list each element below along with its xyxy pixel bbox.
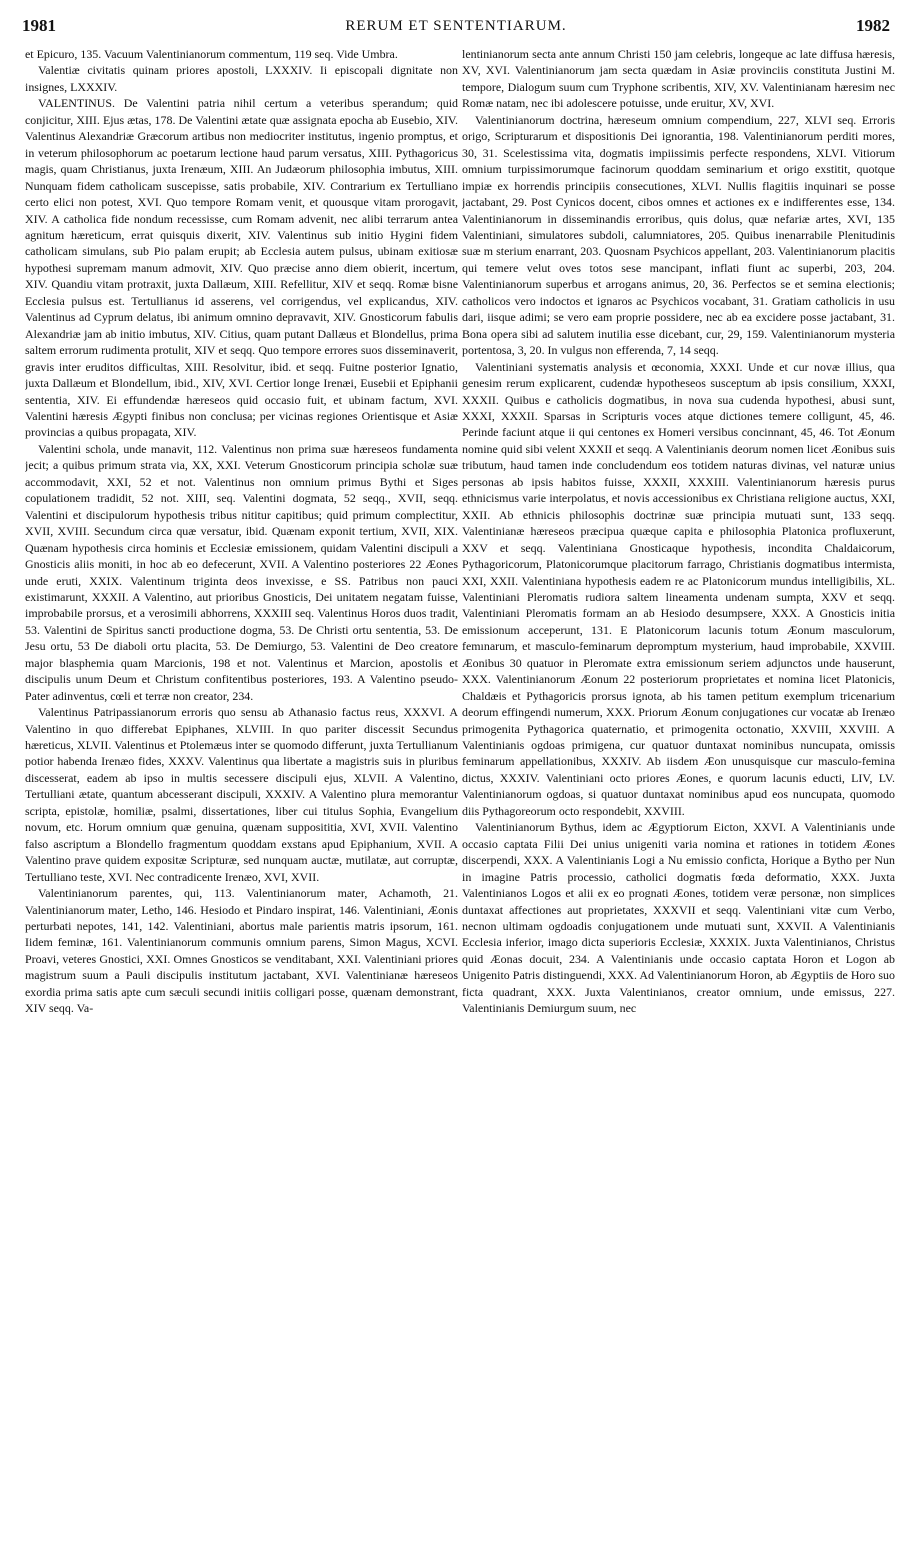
running-title: RERUM ET SENTENTIARUM. bbox=[345, 18, 567, 34]
paragraph: Valentiniani systematis analysis et œconomia, XXXI. Unde et cur novæ illius, qua genesim rerum explicarent, cudendæ hypotheseos susceptum ab ipsis consilium, XXXI, XXXII. Quibus e catholicis dogmatibus, in nova sua cudenda hypothesi, abusi sunt, XXXI, XXXII. Sparsas in Scripturis voces atque dictiones temere colligunt, 45, 46. Perinde faciunt atque ii qui centones ex Homeri versibus concinnant, 45, 46. Tot Æonum nomine quid sibi velent XXXII et seqq. A Valentinianis deorum nomen licet Æonibus suis tributum, haud tamen inde concludendum eos totidem naturas divinas, vel naturæ unius personas ab ipsis habitos fuisse, XXXII, XXXIII. Valentinianorum hæresis purus ethnicismus varie interpolatus, et novis accessionibus ex Christiana religione auctus, XXI, XXII. Ab ethnicis philosophis doctrinæ suæ principia mutuati sunt, 133 seqq. Valentinianæ hæreseos præcipua quæque capita e philosophia Platonica profluxerunt, XXV et seqq. Valentiniana Gnosticaque hypothesis, incondita Chaldaicorum, Pythagoricorum, Platonicorumque placitorum farrago, Christianis dogmatibus intermista, XXI, XXII. Valentiniana hypothesis eadem re ac Platonicorum mundus intelligibilis, XL. Valentiniani Pleromatis rudiora saltem lineamenta undenam sumpta, XXV et seqq. Valentiniani Pleromatis formam an ab Hesiodo desumpsere, XXX. A Gnosticis initia emissionum acceperunt, 131. E Platonicorum lacunis totum Æonum masculorum, femınarum, et masculo-feminarum depromptum mysterium, haud improbabile, XXVIII. Æonibus 30 quatuor in Pleromate extra emissionum seriem adjunctos unde hauserunt, XXX. Valentinianorum Æonum 22 posteriorum proprietates et nomina licet Platonicis, Chaldæis et Pythagoricis prorsus ignota, ab his tamen petitum exemplum tricenarium deorum effingendi numerum, XXX. Priorum Æonum conjugationes cur vocatæ ab Irenæo primogenita Pythagorica quaternatio, et primogenita octonatio, XXVIII, XXVIII. A Valentinianis ogdoas primigena, cur quatuor duntaxat nominibus nuncupata, omissis feminarum appellationibus, XXXIV. Ab iisdem Æon unusquisque cur masculo-femina dictus, XXXIV. Valentiniani octo priores Æones, e quorum lacunis educti, LIV, LV. Valentinianorum ogdoas, si quatuor duntaxat nominibus apud eos nuncupata, quomodo diis Pythagoreorum octo respondebit, XXVIII. bbox=[462, 359, 895, 818]
paragraph: Valentini schola, unde manavit, 112. Valentinus non prima suæ hæreseos fundamenta jecit; a quibus primum strata via, XX, XXI. Veterum Gnosticorum principia scholæ suæ accommodavit, XXI, 52 et not. Valentinus non omnium primus Bythi et Siges copulationem tradidit, 52 not. XIII, seq. Valentini dogmata, 52 seqq., XVII, seqq. Valentini et discipulorum hypothesis tribus nititur capitibus; quid primum complectitur, XVII, XVIII. Secundum circa quæ versatur, ibid. Quænam exponit tertium, XVII, XIX. Quænam hypothesis circa hominis et Ecclesiæ emissionem, quidam Valentini discipuli a Gnosticis aliis moniti, in hoc ab eo defecerunt, XVII. A Valentino posteriores 22 Æones unde eruti, XXIX. Valentinum triginta deos invexisse, e SS. Patribus non pauci existimarunt, XXXII. A Valentino, aut prioribus Gnosticis, Dei unitatem negatam fuisse, improbabile prorsus, et a verosimili abhorrens, XXXIII seq. Valentinus Horos duos tradit, 53. Valentini de Spiritus sancti productione dogma, 53. De Christi ortu sententia, 53. De Jesu ortu, 53 De diaboli ortu placita, 53. De Demiurgo, 53. Valentini de Deo creatore major blasphemia quam Marcionis, 198 et not. Valentinus et Marcion, apostolis et discipulis unum Deum et Christum confitentibus posteriores, 193. A Valentino pseudo-Pater adinventus, cœli et terræ non creator, 234. bbox=[25, 441, 458, 703]
right-page-number: 1982 bbox=[856, 16, 890, 35]
right-column bbox=[462, 46, 895, 1546]
left-column bbox=[25, 46, 458, 1546]
paragraph: Valentinianorum Bythus, idem ac Ægyptiorum Eicton, XXVI. A Valentinianis unde occasio captata Filii Dei unius unigeniti varia nomina et rationes in totidem Æones discerpendi, XXX. A Valentinianis Logi a Nu emissio conficta, Horique a Bytho per Nun in imagine Patris processio, catholici dogmatis fœda deformatio, XXX. Juxta Valentinianos Logos et alii ex eo prognati Æones, totidem veræ personæ, non simplices duntaxat affectiones aut proprietates, XXXVII et seqq. Valentiniani vitæ cum Verbo, necnon ultimam ogdoadis conjugationem unde mutuati sunt, XXVII. A Valentinianis Ecclesia inferior, imago dicta superioris Ecclesiæ, XXXIX. Juxta Valentinianos, Christus quid Æonas docuit, 234. A Valentinianis unde occasio captata Horon et Logon ab Unigenito Patris distinguendi, XXX. Ad Valentinianorum Horon, ab Ægyptiis de Horo suo ficta quadrant, XXX. Juxta Valentinianos, creator omnium, unde emissus, 227. Valentinianis Demiurgum suum, nec bbox=[462, 820, 895, 1016]
paragraph: VALENTINUS. De Valentini patria nihil certum a veteribus sperandum; quid conjicitur, XIII. Ejus ætas, 178. De Valentini ætate quæ assignata epocha ab Eusebio, XIV. Valentinus Alexandriæ Græcorum artibus non mediocriter institutus, ingenio promptus, et in veterum philosophorum ac poetarum lectione haud parum versatus, XIII. Pythagoricus magis, quam Christianus, juxta Irenæum, XIII. An Judæorum philosophia imbutus, XIII. Nunquam fidem catholicam suscepisse, satis probabile, XIV. Contrarium ex Tertulliano certo elici non potest, XVI. Quo tempore Romam venit, et quousque vitam prorogavit, XIV. A catholica fide nondum recessisse, cum Romam advenit, nec alibi terrarum antea agnitum hæreticum, errat quisquis dixerit, XIV. Valentinus sub initio Hygini fidem catholicam simulans, sub Pio palam erupit; ab Ecclesia autem pulsus, ubinam exitiosæ hypothesi supremam manum admovit, XIV. Quo præcise anno diem obierit, incertum, XIV. Quandiu vitam protraxit, juxta Dallæum, XIII. Refellitur, XIV et seqq. Romæ bisne Ecclesia pulsus est. Tertullianus id asserens, vel corrigendus, vel explicandus, XIV. Valentinus ad Cyprum delatus, ibi animum omnino depravavit, XIV. Gnosticorum fabulis Alexandriæ jam ab initio imbutus, XIV. Citius, quam putant Dallæus et Blondellus, prima saltem errorum rudimenta protulit, XIV et seqq. Quo tempore errores suos disseminaverit, gravis inter eruditos difficultas, XIII. Resolvitur, ibid. et seqq. Fuitne posterior Ignatio, juxta Dallæum et Blondellum, ibid., XIV, XVI. Certior longe Irenæi, Eusebii et Epiphanii sententia, XIV. Ei effundendæ hæreseos quid occasio fuit, et ubinam factum, XVI. Valentini hæresis Ægypti finibus non conclusa; per vicinas regiones Orientisque et Asiæ provincias a quibus propagata, XIV. bbox=[25, 96, 458, 440]
paragraph: Valentinus Patripassianorum erroris quo sensu ab Athanasio factus reus, XXXVI. A Valentino in quo differebat Epiphanes, XLVIII. In quo pariter discessit Secundus hæreticus, XLVII. Valentinus et Ptolemæus inter se quomodo differunt, juxta Tertullianum potior habenda Irenæo fides, XXXV. Valentinus qua libertate a magistris suis in pluribus discesserat, eadem ab ipso in multis secessere discipuli ejus, XLVII. A Valentino, Tertulliani ætate, quantum abcesserant discipuli, XXXIV. A Valentino plura memorantur scripta, epistolæ, homiliæ, psalmi, dissertationes, liber cui titulus Sophia, Evangelium novum, etc. Horum omnium quæ genuina, quænam supposititia, XVI, XVII. Valentino falso ascriptum a Blondello fragmentum quoddam exstans apud Epiphanium, XVII. A Valentino prave quidem expositæ Scripturæ, sed nunquam auctæ, mutilatæ, aut corruptæ, Tertulliano teste, XVI. Nec contradicente Irenæo, XVI, XVII. bbox=[25, 705, 458, 884]
left-page-number: 1981 bbox=[22, 16, 56, 35]
paragraph: lentinianorum secta ante annum Christi 150 jam celebris, longeque ac late diffusa hæresis, XV, XVI. Valentinianorum jam secta quædam in Asiæ provinciis constituta Justini M. tempore, Dialogum suum cum Tryphone scribentis, XIV, XV. Valentinianam hæresim nec Romæ natam, nec ibi adolescere potuisse, unde eruitur, XV, XVI. bbox=[462, 47, 895, 111]
paragraph: Valentiæ civitatis quinam priores apostoli, LXXXIV. Ii episcopali dignitate non insignes, LXXXIV. bbox=[25, 63, 458, 94]
paragraph: Valentinianorum parentes, qui, 113. Valentinianorum mater, Achamoth, 21. Valentinianorum mater, Letho, 146. Hesiodo et Pindaro inspirat, 146. Valentiniani, Æonis perturbati nepotes, 141, 142. Valentiniani, abortus male parientis matris ipsorum, 161. Iidem feminæ, 161. Valentinianorum communis omnium parens, Simon Magus, XCVI. Proavi, veteres Gnostici, XXI. Omnes Gnosticos se venditabant, XXI. Valentiniani priores magistrum suum a Pauli discipulis institutum jactabant, XVI. Valentinianæ hæreseos exordia prima satis apte cum sæculi secundi initiis colligari posse, quænam demonstrant, XIV seqq. Va- bbox=[25, 886, 458, 1016]
paragraph: et Epicuro, 135. Vacuum Valentinianorum commentum, 119 seq. Vide Umbra. bbox=[25, 47, 398, 61]
paragraph: Valentinianorum doctrina, hæreseum omnium compendium, 227, XLVI seq. Erroris origo, Scripturarum et dispositionis Dei ignorantia, 198. Valentinianorum perditi mores, 30, 31. Scelestissima vita, dogmatis impiissimis perfecte respondens, XLVI. Vitiorum omnium turpissimorumque facinorum quoddam seminarium et origo exstitit, quotque impiæ ex horrendis principiis consecutiones, XLVI. Nullis flagitiis inquinari se posse jactabant, 29. Post Cynicos docent, cibos omnes et actiones ex e indifferentes esse, 134. Valentinianorum in disseminandis erroribus, quis dolus, quæ nefariæ artes, XVI, 135 Valentiniani, simulatores subdoli, calumniatores, 205. Quibus inenarrabile Plenitudinis suæ m sterium enarrant, 203. Quosnam Psychicos appellant, 203. Valentinianorum placitis qui temere velut oves totos sese mancipant, inflati fiunt ac superbi, 203, 204. Valentinianorum superbus et arrogans animus, 20, 36. Perfectos se et semina electionis; catholicos vero indoctos et ignaros ac Psychicos vocabant, 31. Gratiam catholicis in usu dari, iisque adimi; se vero eam proprie possidere, nec ab ea excidere posse jactabant, 31. Bona opera sibi ad salutem inutilia esse dicebant, cur, 29, 159. Valentinianorum mysteria portentosa, 3, 20. In vulgus non efferenda, 7, 14 seqq. bbox=[462, 112, 895, 358]
